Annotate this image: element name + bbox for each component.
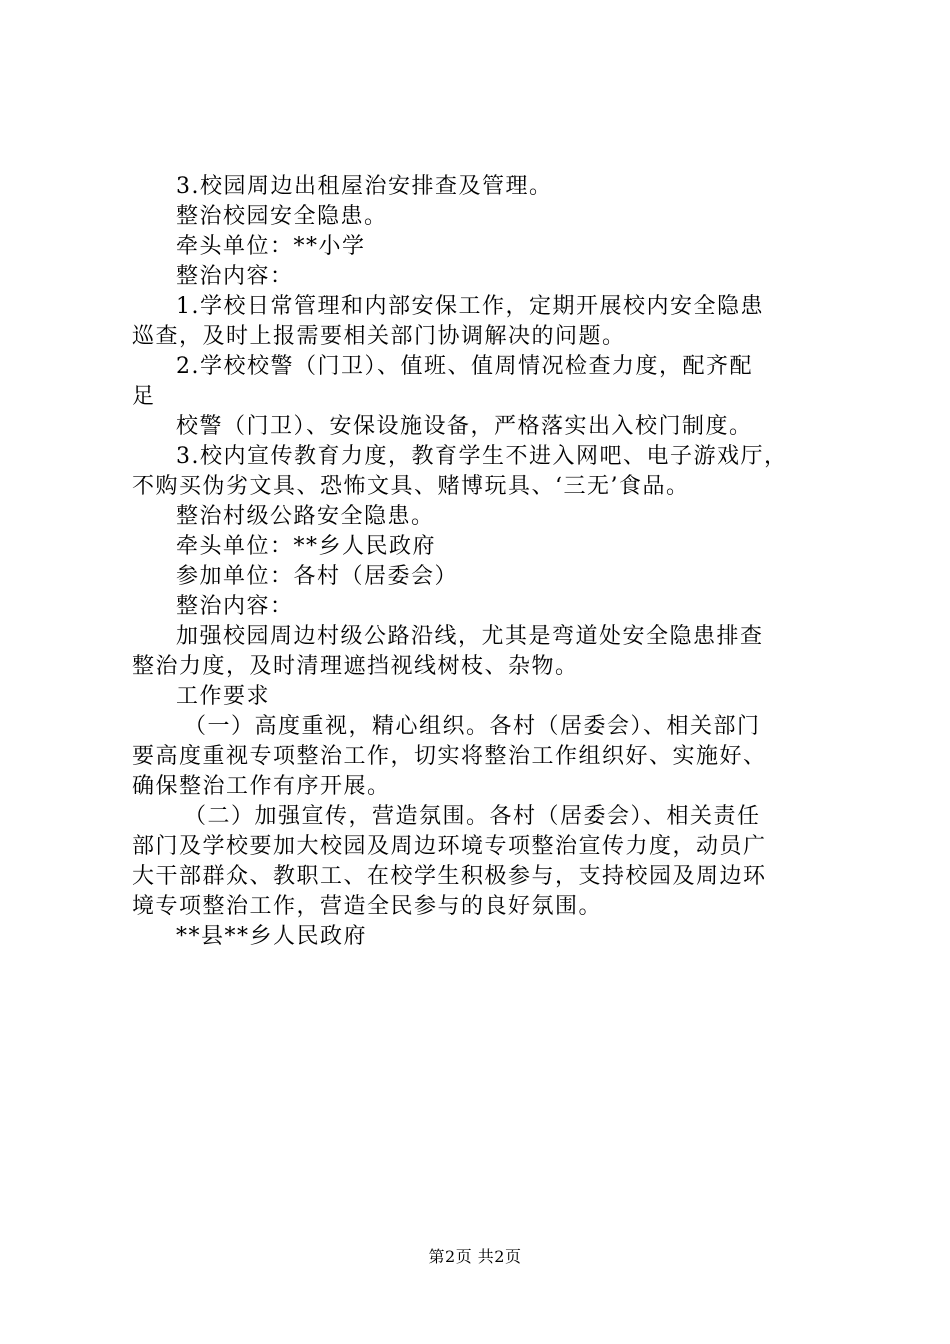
text-line: 境专项整治工作，营造全民参与的良好氛围。 — [132, 894, 603, 919]
participant-unit-line: 参加单位：各村（居委会） — [176, 564, 459, 589]
document-body — [132, 172, 832, 952]
text-line: 整治力度，及时清理遮挡视线树枝、杂物。 — [132, 654, 579, 679]
lead-unit-line: 牵头单位：**乡人民政府 — [176, 534, 437, 559]
text-line: 1.学校日常管理和内部安保工作，定期开展校内安全隐患 — [176, 294, 764, 319]
section-heading: 整治村级公路安全隐患。 — [176, 504, 435, 529]
text-line: 足 — [132, 384, 156, 409]
text-line: 2.学校校警（门卫）、值班、值周情况检查力度，配齐配 — [176, 354, 753, 379]
section-heading: 整治校园安全隐患。 — [176, 204, 388, 229]
page-number: 第2页 共2页 — [428, 1247, 522, 1266]
content-heading: 整治内容： — [176, 594, 294, 619]
text-line: 巡查，及时上报需要相关部门协调解决的问题。 — [132, 324, 626, 349]
content-heading: 整治内容： — [176, 264, 294, 289]
text-line: 确保整治工作有序开展。 — [132, 774, 391, 799]
text-line: 3.校内宣传教育力度，教育学生不进入网吧、电子游戏厅， — [176, 444, 788, 469]
section-heading: 工作要求 — [176, 684, 271, 709]
text-line: 不购买伪劣文具、恐怖文具、赌博玩具、‘三无’食品。 — [132, 474, 690, 499]
lead-unit-line: 牵头单位：**小学 — [176, 234, 366, 259]
text-line: （二）加强宣传，营造氛围。各村（居委会）、相关责任 — [184, 804, 761, 829]
text-line: 加强校园周边村级公路沿线，尤其是弯道处安全隐患排查 — [176, 624, 764, 649]
page-footer — [0, 1244, 950, 1267]
text-line: 部门及学校要加大校园及周边环境专项整治宣传力度，动员广 — [132, 834, 767, 859]
text-line: 大干部群众、教职工、在校学生积极参与，支持校园及周边环 — [132, 864, 767, 889]
text-line: （一）高度重视，精心组织。各村（居委会）、相关部门 — [184, 714, 761, 739]
signature-line: **县**乡人民政府 — [176, 924, 368, 949]
text-line: 3.校园周边出租屋治安排查及管理。 — [176, 174, 553, 199]
text-line: 要高度重视专项整治工作，切实将整治工作组织好、实施好、 — [132, 744, 767, 769]
text-line: 校警（门卫）、安保设施设备，严格落实出入校门制度。 — [176, 414, 753, 439]
